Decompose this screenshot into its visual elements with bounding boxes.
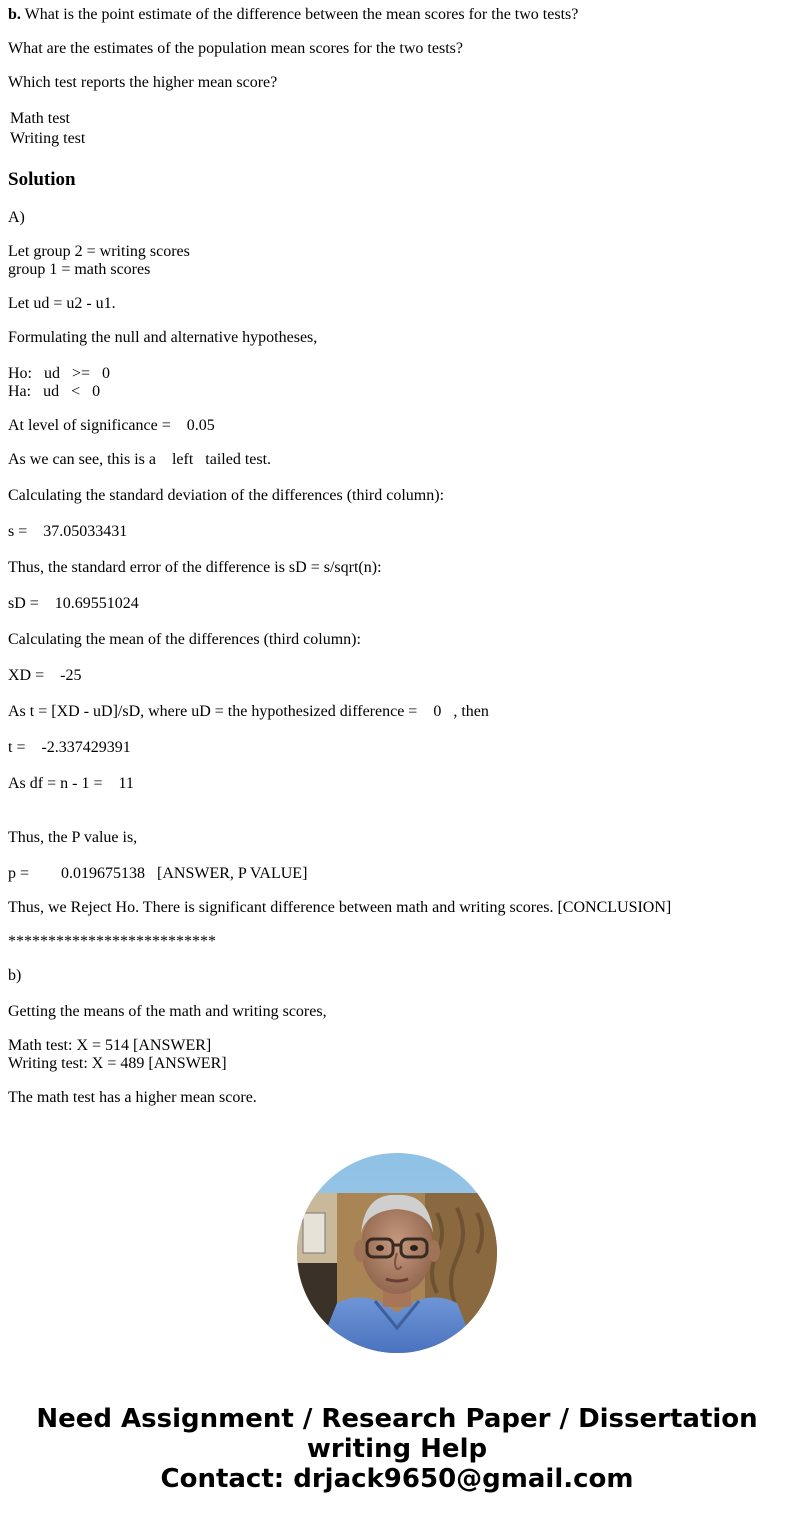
- part-b-label: b): [8, 967, 22, 984]
- tail-type: As we can see, this is a left tailed test.: [8, 451, 272, 468]
- standard-error-intro: Thus, the standard error of the difference is sD = s/sqrt(n):: [8, 559, 382, 576]
- significance-level: At level of significance = 0.05: [8, 417, 215, 434]
- tutor-photo-illustration: [297, 1153, 497, 1353]
- mean-diff-intro: Calculating the mean of the differences (third column):: [8, 631, 361, 648]
- question-line-3: Which test reports the higher mean score?: [8, 74, 278, 91]
- question-label: b.: [8, 6, 21, 23]
- footer-contact: Contact: drjack9650@gmail.com: [160, 1464, 634, 1494]
- ud-definition: Let ud = u2 - u1.: [8, 295, 116, 312]
- group-2-definition: Let group 2 = writing scores: [8, 243, 190, 260]
- group-1-definition: group 1 = math scores: [8, 261, 151, 278]
- option-math-test: Math test: [10, 110, 70, 127]
- t-formula: As t = [XD - uD]/sD, where uD = the hypothesized difference = 0 , then: [8, 703, 489, 720]
- option-writing-test: Writing test: [10, 130, 86, 147]
- t-value: t = -2.337429391: [8, 739, 131, 756]
- footer-line-2: writing Help: [306, 1434, 488, 1464]
- part-a-label: A): [8, 209, 25, 226]
- higher-mean-statement: The math test has a higher mean score.: [8, 1089, 257, 1106]
- tutor-photo: [297, 1153, 497, 1353]
- footer-line-1: Need Assignment / Research Paper / Dissertation: [36, 1404, 758, 1434]
- degrees-of-freedom: As df = n - 1 = 11: [8, 775, 134, 792]
- footer-banner: [0, 1404, 794, 1494]
- null-hypothesis: Ho: ud >= 0: [8, 365, 111, 382]
- writing-mean: Writing test: X = 489 [ANSWER]: [8, 1055, 227, 1072]
- question-text-1: What is the point estimate of the difference between the mean scores for the two tests?: [20, 6, 579, 23]
- math-mean: Math test: X = 514 [ANSWER]: [8, 1037, 212, 1054]
- standard-error-value: sD = 10.69551024: [8, 595, 139, 612]
- alternative-hypothesis: Ha: ud < 0: [8, 383, 101, 400]
- means-intro: Getting the means of the math and writing scores,: [8, 1003, 327, 1020]
- separator-stars: **************************: [8, 933, 216, 950]
- p-value-intro: Thus, the P value is,: [8, 829, 138, 846]
- sd-value: s = 37.05033431: [8, 523, 128, 540]
- mean-diff-value: XD = -25: [8, 667, 82, 684]
- question-line-2: What are the estimates of the population mean scores for the two tests?: [8, 40, 463, 57]
- sd-intro: Calculating the standard deviation of the differences (third column):: [8, 487, 445, 504]
- conclusion: Thus, we Reject Ho. There is significant difference between math and writing scores. [CONCLUSION]: [8, 899, 672, 916]
- solution-heading: Solution: [8, 169, 76, 190]
- p-value: p = 0.019675138 [ANSWER, P VALUE]: [8, 865, 308, 882]
- question-line-1: [8, 6, 578, 24]
- hypotheses-intro: Formulating the null and alternative hypotheses,: [8, 329, 318, 346]
